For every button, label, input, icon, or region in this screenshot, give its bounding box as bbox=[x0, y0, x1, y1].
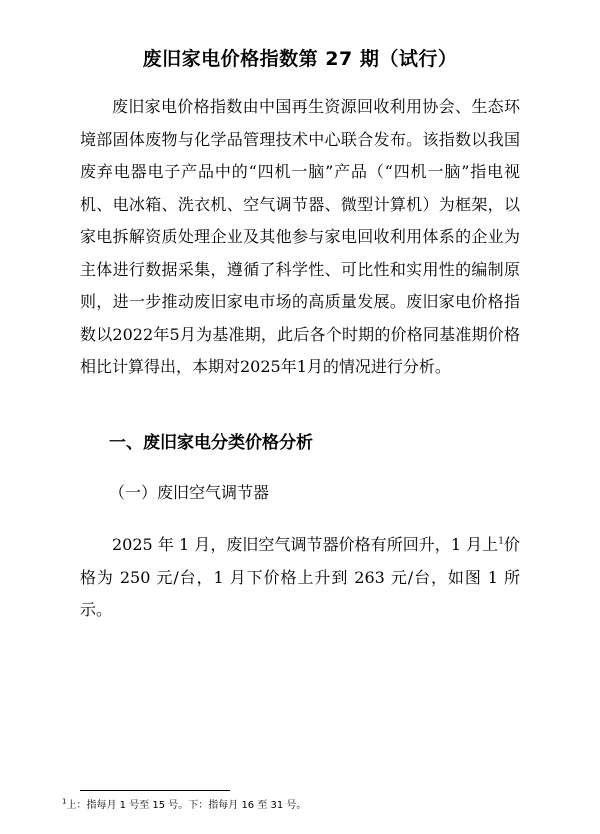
subsection-heading: （一）废旧空气调节器 bbox=[109, 483, 270, 502]
body-paragraph-part2: 价格为 250 元/台，1 月下价格上升到 263 元/台，如图 1 所示。 bbox=[80, 535, 520, 619]
footnote-text: 上：指每月 1 号至 15 号。下：指每月 16 至 31 号。 bbox=[66, 800, 307, 811]
intro-paragraph: 废旧家电价格指数由中国再生资源回收利用协会、生态环境部固体废物与化学品管理技术中心联合发布。该指数以我国废弃电器电子产品中的“四机一脑”产品（“四机一脑”指电视机、电冰箱、洗衣机、空气调节器、微型计算机）为框架，以家电拆解资质处理企业及其他参与家电回收利用体系的企业为主体进行数据采集，遵循了科学性、可比性和实用性的编制原则，进一步推动废旧家电市场的高质量发展。废旧家电价格指数以2022年5月为基准期，此后各个时期的价格同基准期价格相比计算得出，本期对2025年1月的情况进行分析。 bbox=[80, 97, 520, 376]
body-paragraph-part1: 2025 年 1 月，废旧空气调节器价格有所回升，1 月上 bbox=[112, 535, 499, 554]
section-heading: 一、废旧家电分类价格分析 bbox=[109, 433, 313, 453]
footnote-marker: 1 bbox=[498, 536, 504, 547]
footnote bbox=[62, 796, 306, 811]
body-paragraph bbox=[80, 529, 520, 627]
footnote-divider bbox=[80, 790, 230, 791]
footnote-number: 1 bbox=[62, 797, 67, 806]
document-title: 废旧家电价格指数第 27 期（试行） bbox=[142, 48, 458, 70]
